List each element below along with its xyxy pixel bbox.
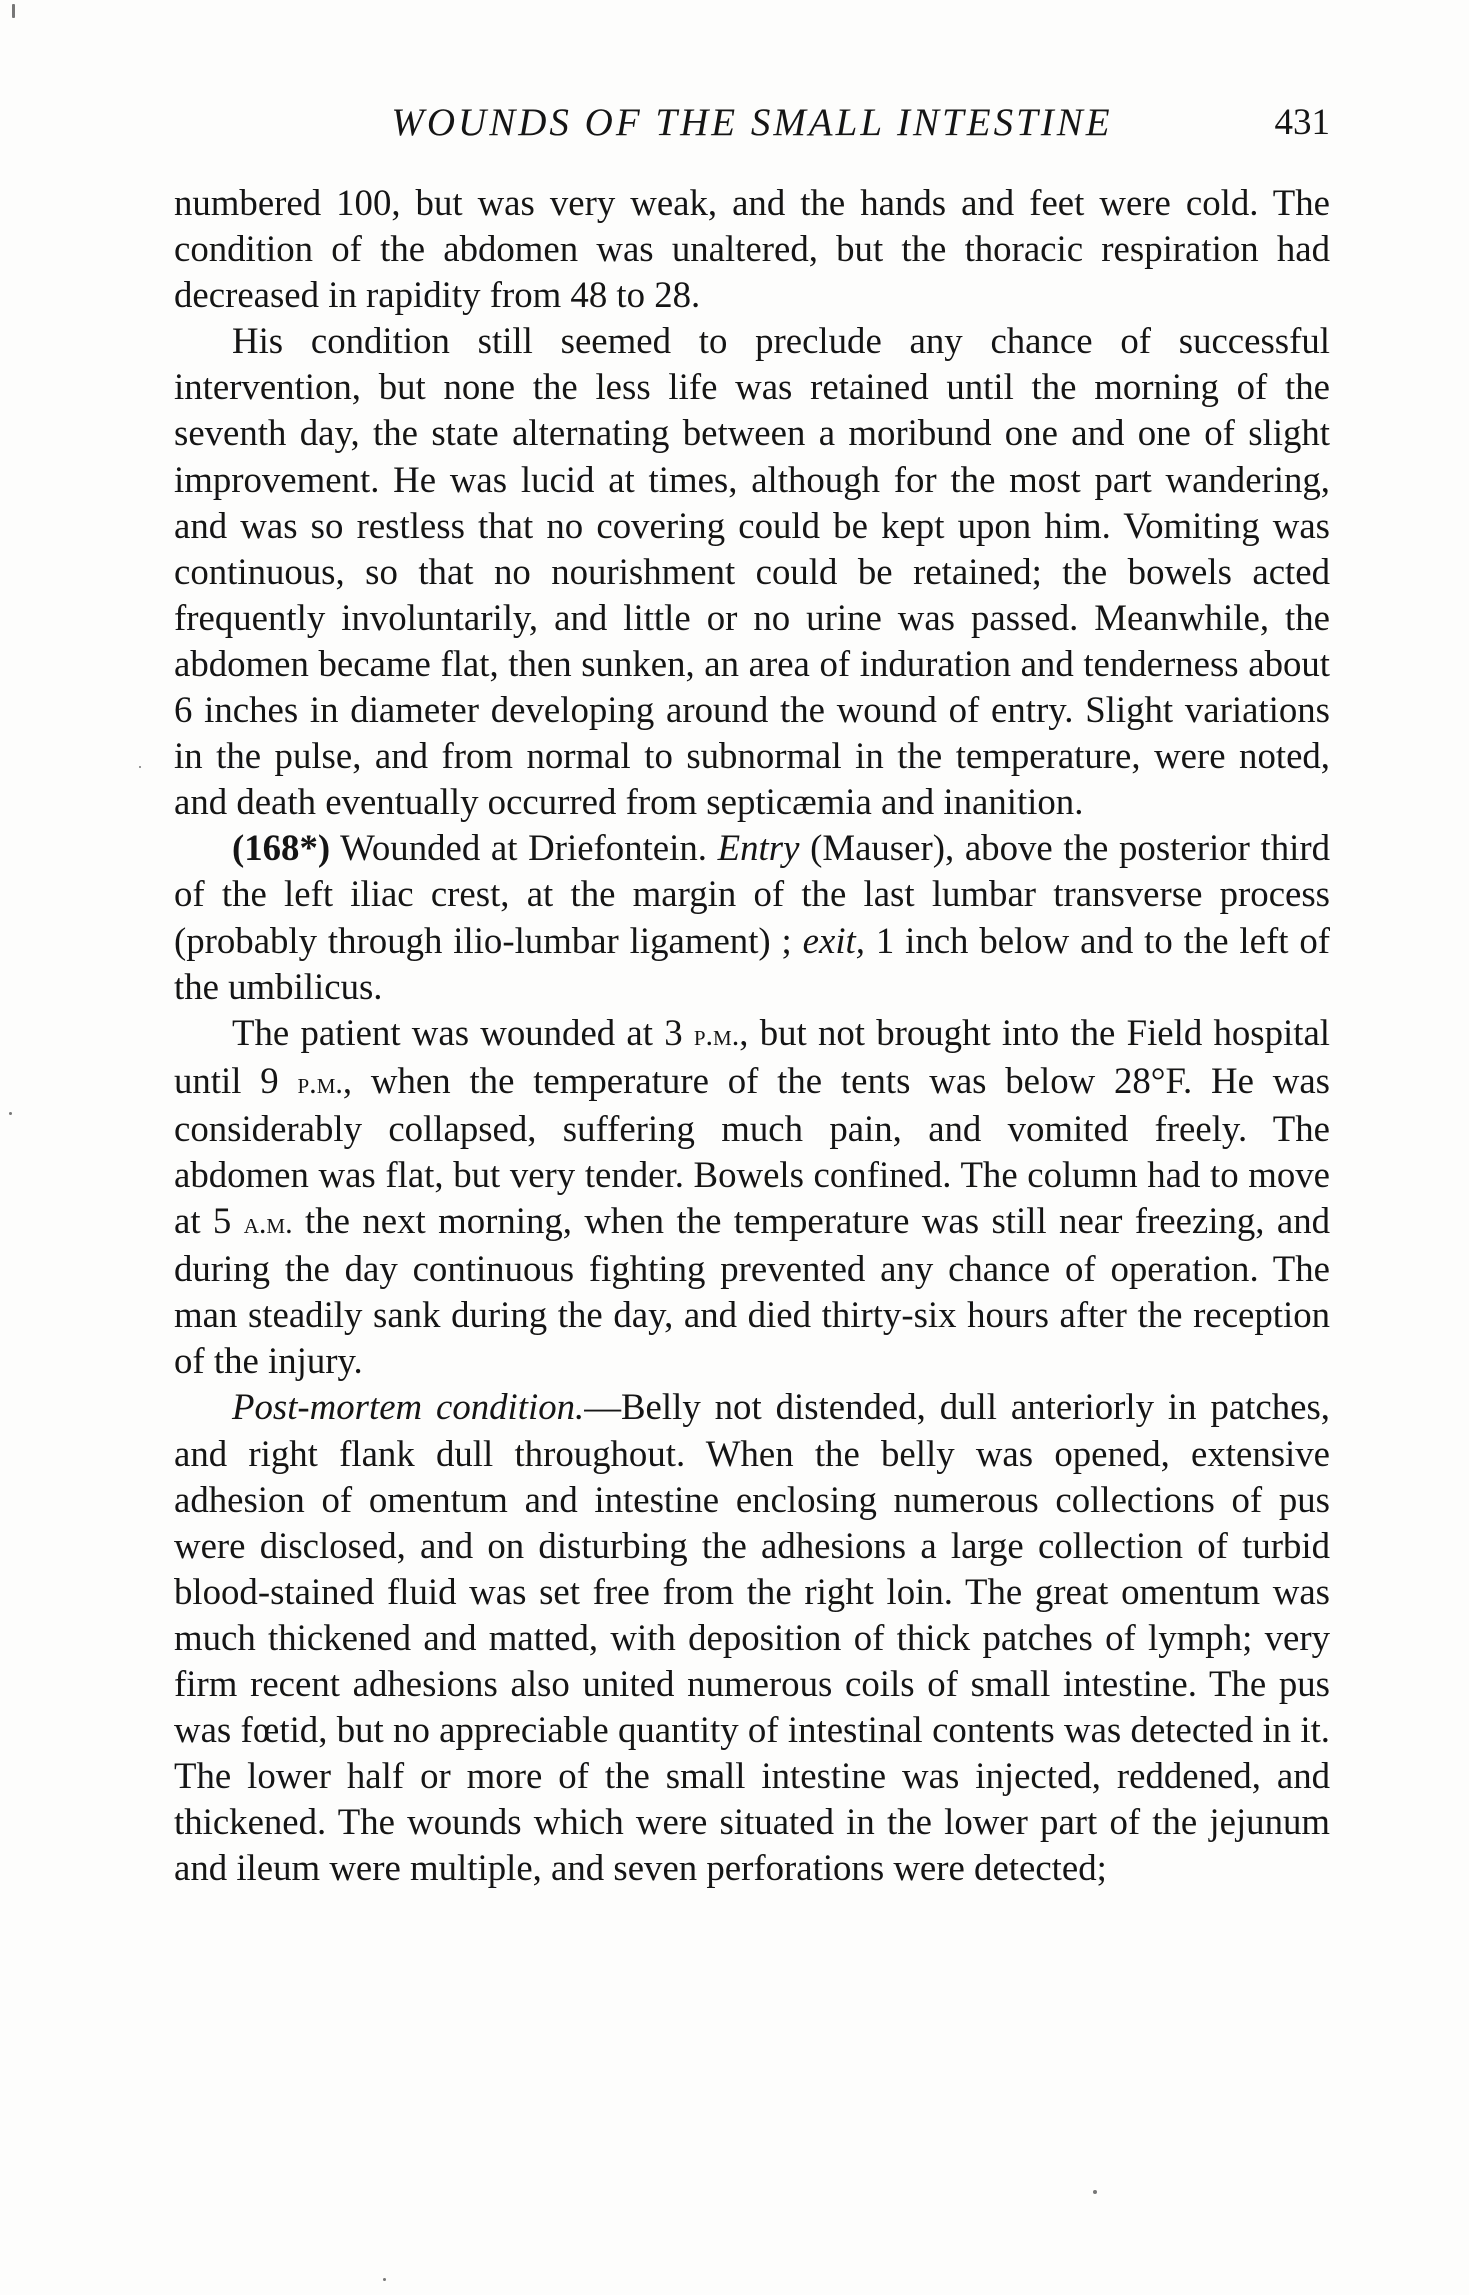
running-title: WOUNDS OF THE SMALL INTESTINE (391, 101, 1113, 144)
p4-text-part-1: The patient was wounded at 3 (232, 1011, 694, 1053)
paragraph-4 (174, 1010, 1330, 1385)
case-text-part-2: (Mauser), above the posterior third of the left iliac crest, at the margin of the last lumbar transverse process (probably through ilio-lumbar ligament) ; (174, 827, 1331, 961)
body-text (174, 180, 1330, 1891)
page-number: 431 (1274, 102, 1330, 143)
p4-text-part-4: the next morning, when the temperature was still near freezing, and during the day continuous fighting prevented any chance of operation. The man steadily sank during the day, and died thirty-six hours after the reception of the injury. (174, 1200, 1330, 1382)
time-pm-1: p.m. (693, 1017, 740, 1052)
post-mortem-text: —Belly not distended, dull anteriorly in patches, and right flank dull throughout. When the belly was opened, extensive adhesion of omentum and intestine enclosing numerous collections of pus were disclosed, and on disturbing the adhesions a large collection of turbid blood-stained fluid was set free from the right loin. The great omentum was much thickened and matted, with deposition of thick patches of lymph; very firm recent adhesions also united numerous coils of small intestine. The pus was fœtid, but no appreciable quantity of intestinal contents was detected in it. The lower half or more of the small intestine was injected, reddened, and thickened. The wounds which were situated in the lower part of the jejunum and ileum were multiple, and seven perforations were detected; (174, 1386, 1330, 1889)
post-mortem-heading: Post-mortem condition. (232, 1386, 585, 1428)
case-number: (168*) (232, 827, 331, 869)
time-am: a.m. (243, 1206, 293, 1241)
case-text-part-1: Wounded at Driefontein. (330, 827, 718, 869)
scan-speck (383, 2278, 386, 2281)
entry-label: Entry (717, 827, 800, 869)
scan-speck (12, 4, 15, 18)
p4-text-part-3: , when the temperature of the tents was below 28°F. He was considerably collapsed, suffering much pain, and vomited freely. The abdomen was flat, but very tender. Bowels confined. The column had to move at 5 (174, 1059, 1330, 1242)
p4-text-part-2: , but not brought into the Field hospital until 9 (174, 1011, 1330, 1101)
paragraph-2: His condition still seemed to preclude any chance of successful intervention, but none the less life was retained until the morning of the seventh day, the state alternating between a moribund one and one of slight improvement. He was lucid at times, although for the most part wandering, and was so restless that no covering could be kept upon him. Vomiting was continuous, so that no nourishment could be retained; the bowels acted frequently involuntarily, and little or no urine was passed. Meanwhile, the abdomen became flat, then sunken, an area of induration and tenderness about 6 inches in diameter developing around the wound of entry. Slight variations in the pulse, and from normal to subnormal in the temperature, were noted, and death eventually occurred from septicæmia and inanition. (174, 320, 1330, 823)
exit-label: exit, (802, 919, 865, 961)
scan-speck (139, 766, 141, 768)
paragraph-3-case-168 (174, 825, 1330, 1009)
paragraph-5-post-mortem (174, 1384, 1330, 1891)
paragraph-1: numbered 100, but was very weak, and the hands and feet were cold. The condition of the abdomen was unaltered, but the thoracic respiration had decreased in rapidity from 48 to 28. (174, 182, 1330, 316)
time-pm-2: p.m. (297, 1065, 343, 1100)
case-text-part-3: 1 inch below and to the left of the umbilicus. (174, 919, 1330, 1007)
scan-speck (9, 1112, 12, 1115)
running-header (174, 98, 1330, 148)
scan-speck (1093, 2190, 1097, 2194)
